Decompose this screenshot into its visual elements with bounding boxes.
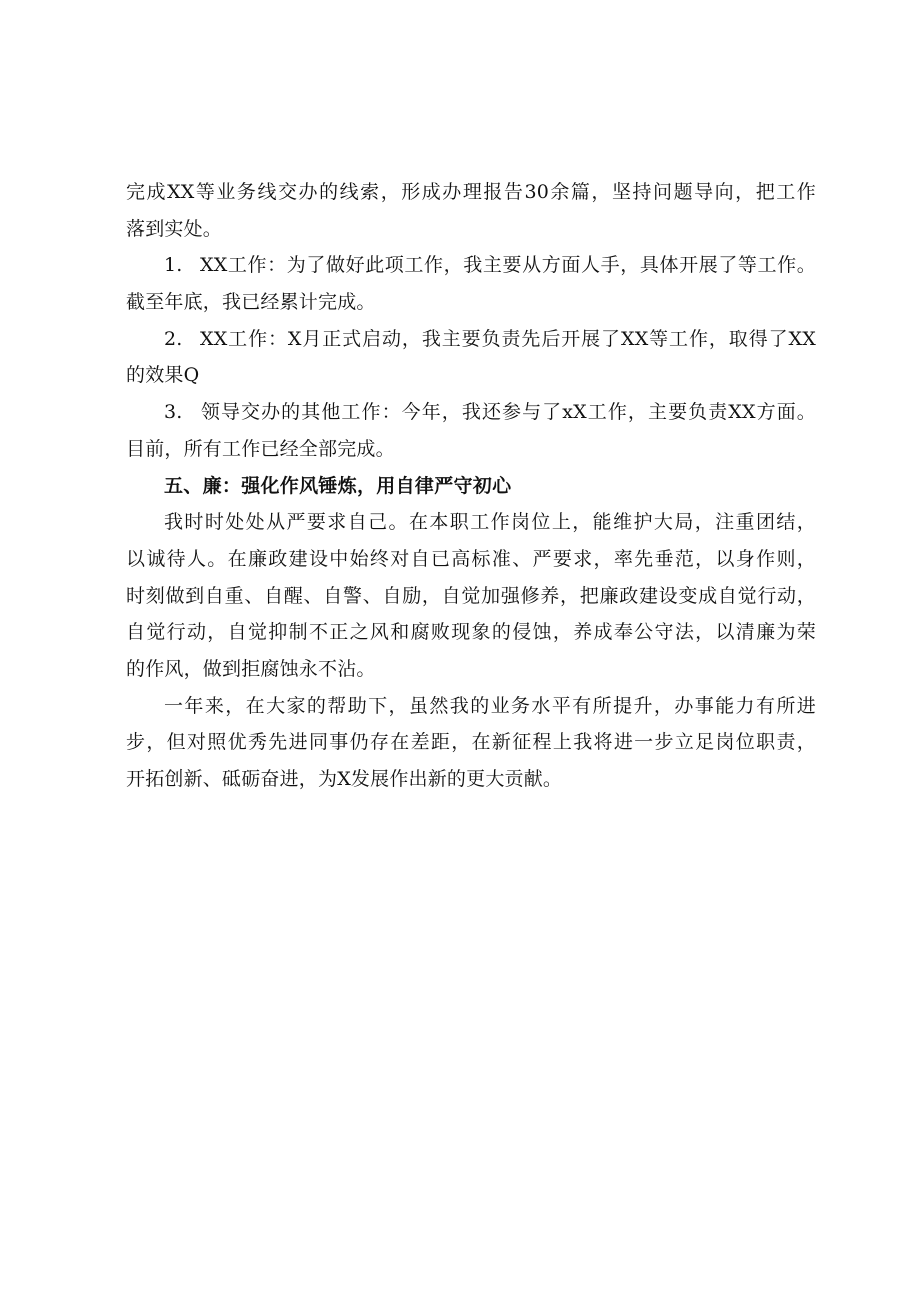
work-item-1 — [126, 247, 816, 320]
work-item-line: 截至年底，我已经累计完成。 — [126, 291, 376, 314]
work-item-3 — [126, 394, 816, 467]
paragraph-line: 步，但对照优秀先进同事仍存在差距，在新征程上我将进一步立足岗位职责， — [126, 731, 816, 754]
work-item-line — [126, 321, 816, 358]
paragraph-line: 一年来，在大家的帮助下，虽然我的业务水平有所提升，办事能力有所进 — [164, 694, 816, 717]
item-number: 3. — [164, 401, 183, 424]
item-text: XX工作：为了做好此项工作，我主要从方面人手，具体开展了等工作。 — [200, 254, 816, 277]
work-item-line: 目前，所有工作已经全部完成。 — [126, 437, 395, 460]
paragraph-line: 时刻做到自重、自醒、自警、自励，自觉加强修养，把廉政建设变成自觉行动， — [126, 584, 816, 607]
paragraph-line: 落到实处。 — [126, 217, 223, 240]
paragraph-line: 自觉行动，自觉抑制不正之风和腐败现象的侵蚀，养成奉公守法，以清廉为荣 — [126, 621, 816, 644]
paragraph-closing — [126, 688, 816, 798]
item-text: 领导交办的其他工作：今年，我还参与了xX工作，主要负责XX方面。 — [200, 401, 816, 424]
paragraph-line: 的作风，做到拒腐蚀永不沾。 — [126, 657, 376, 680]
document-page — [126, 174, 816, 798]
work-item-line — [126, 247, 816, 284]
paragraph-line: 我时时处处从严要求自己。在本职工作岗位上，能维护大局，注重团结， — [164, 511, 816, 534]
section-heading: 五、廉：强化作风锤炼，用自律严守初心 — [164, 474, 512, 497]
paragraph-integrity — [126, 504, 816, 687]
work-item-line — [126, 394, 816, 431]
item-number: 1. — [164, 254, 183, 277]
item-number: 2. — [164, 327, 183, 350]
work-item-2 — [126, 321, 816, 394]
item-text: XX工作：X月正式启动，我主要负责先后开展了XX等工作，取得了XX — [200, 327, 816, 350]
paragraph-line: 以诚待人。在廉政建设中始终对自已高标准、严要求，率先垂范，以身作则， — [126, 547, 816, 570]
paragraph-line: 完成XX等业务线交办的线索，形成办理报告30余篇，坚持问题导向，把工作 — [126, 181, 816, 203]
work-item-line: 的效果Q — [126, 364, 200, 387]
paragraph-line: 开拓创新、砥砺奋进，为X发展作出新的更大贡献。 — [126, 768, 563, 790]
paragraph-intro — [126, 174, 816, 247]
